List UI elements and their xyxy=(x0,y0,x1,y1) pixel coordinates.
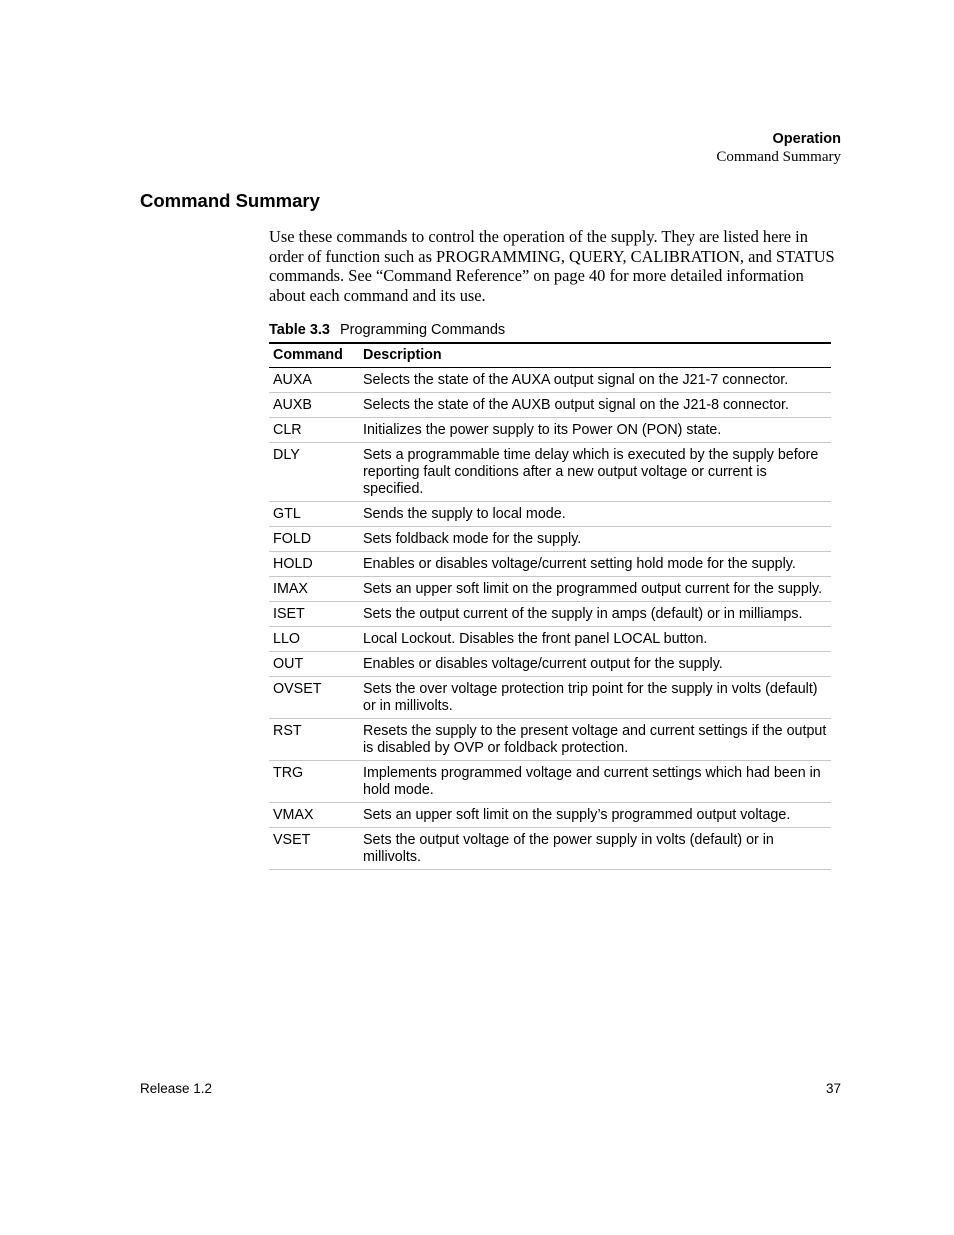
table-row xyxy=(269,368,831,393)
command-cell: OUT xyxy=(269,652,359,677)
description-cell: Sets an upper soft limit on the supply’s programmed output voltage. xyxy=(359,803,831,828)
footer-page-number: 37 xyxy=(825,1081,841,1096)
table-row xyxy=(269,719,831,761)
description-cell: Selects the state of the AUXA output signal on the J21-7 connector. xyxy=(359,368,831,393)
table-row xyxy=(269,552,831,577)
command-cell: ISET xyxy=(269,602,359,627)
intro-paragraph: Use these commands to control the operation of the supply. They are listed here in order of function such as PROGRAMMING, QUERY, CALIBRATION, and STATUS commands. See “Command Reference” on page 40 for more detailed information about each command and its use. xyxy=(269,227,835,305)
column-header-description: Description xyxy=(359,343,831,368)
command-cell: VMAX xyxy=(269,803,359,828)
description-cell: Initializes the power supply to its Power ON (PON) state. xyxy=(359,418,831,443)
description-cell: Sets foldback mode for the supply. xyxy=(359,527,831,552)
description-cell: Enables or disables voltage/current output for the supply. xyxy=(359,652,831,677)
description-cell: Sets the output voltage of the power supply in volts (default) or in millivolts. xyxy=(359,828,831,870)
description-cell: Sets the over voltage protection trip point for the supply in volts (default) or in millivolts. xyxy=(359,677,831,719)
description-cell: Sets a programmable time delay which is executed by the supply before reporting fault conditions after a new output voltage or current is specified. xyxy=(359,443,831,502)
command-cell: LLO xyxy=(269,627,359,652)
table-row xyxy=(269,418,831,443)
table-row xyxy=(269,577,831,602)
description-cell: Enables or disables voltage/current setting hold mode for the supply. xyxy=(359,552,831,577)
command-cell: CLR xyxy=(269,418,359,443)
table-row xyxy=(269,803,831,828)
description-cell: Implements programmed voltage and current settings which had been in hold mode. xyxy=(359,761,831,803)
table-row xyxy=(269,652,831,677)
command-cell: FOLD xyxy=(269,527,359,552)
table-row xyxy=(269,502,831,527)
column-header-command: Command xyxy=(269,343,359,368)
table-caption xyxy=(269,321,505,339)
table-row xyxy=(269,602,831,627)
table-row xyxy=(269,828,831,870)
command-cell: IMAX xyxy=(269,577,359,602)
programming-commands-table xyxy=(269,342,831,870)
table-row xyxy=(269,677,831,719)
command-cell: GTL xyxy=(269,502,359,527)
description-cell: Sets an upper soft limit on the programmed output current for the supply. xyxy=(359,577,831,602)
command-cell: VSET xyxy=(269,828,359,870)
table-row xyxy=(269,443,831,502)
table-caption-title: Programming Commands xyxy=(339,322,506,338)
table-row xyxy=(269,527,831,552)
command-cell: AUXA xyxy=(269,368,359,393)
command-cell: DLY xyxy=(269,443,359,502)
table-row xyxy=(269,393,831,418)
command-cell: TRG xyxy=(269,761,359,803)
command-cell: HOLD xyxy=(269,552,359,577)
table-row xyxy=(269,627,831,652)
command-cell: OVSET xyxy=(269,677,359,719)
command-cell: AUXB xyxy=(269,393,359,418)
table-row xyxy=(269,761,831,803)
running-header xyxy=(716,131,841,167)
command-cell: RST xyxy=(269,719,359,761)
description-cell: Sends the supply to local mode. xyxy=(359,502,831,527)
description-cell: Selects the state of the AUXB output signal on the J21-8 connector. xyxy=(359,393,831,418)
footer-release: Release 1.2 xyxy=(140,1081,213,1096)
table-header-row xyxy=(269,343,831,368)
section-title: Command Summary xyxy=(140,190,320,211)
header-chapter: Operation xyxy=(772,131,841,147)
description-cell: Resets the supply to the present voltage and current settings if the output is disabled by OVP or foldback protection. xyxy=(359,719,831,761)
table-caption-number: Table 3.3 xyxy=(269,322,330,338)
header-section: Command Summary xyxy=(716,149,841,165)
description-cell: Local Lockout. Disables the front panel LOCAL button. xyxy=(359,627,831,652)
description-cell: Sets the output current of the supply in amps (default) or in milliamps. xyxy=(359,602,831,627)
